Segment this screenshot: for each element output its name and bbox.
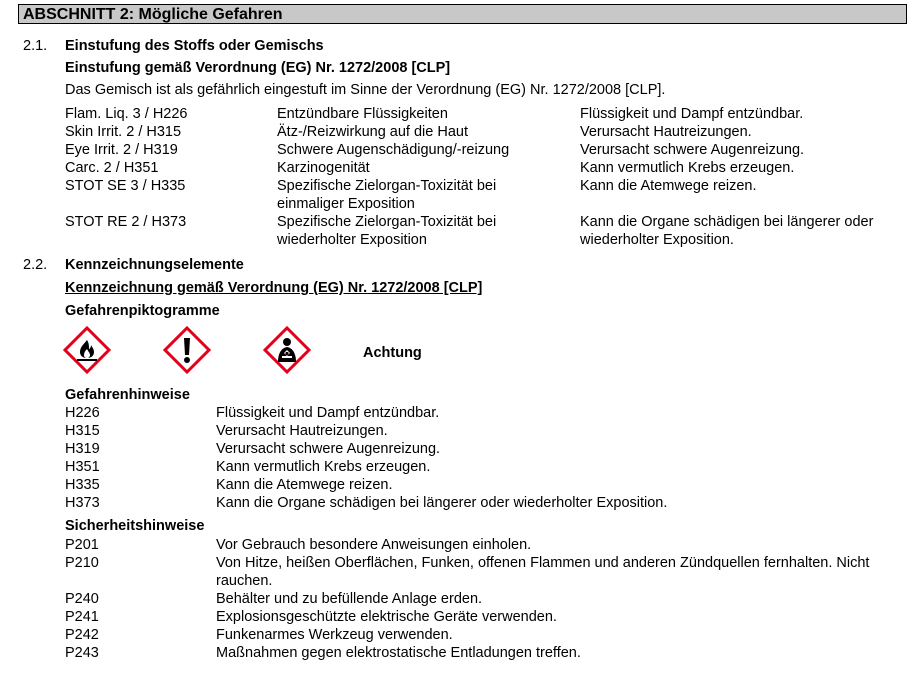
classification-code: Eye Irrit. 2 / H319 bbox=[65, 142, 178, 158]
precautionary-statement-text: Vor Gebrauch besondere Anweisungen einholen. bbox=[216, 537, 532, 553]
classification-hazard: Spezifische Zielorgan-Toxizität bei bbox=[277, 214, 497, 230]
section-title-2-1: Einstufung des Stoffs oder Gemischs bbox=[65, 38, 324, 54]
classification-hazard: wiederholter Exposition bbox=[277, 232, 427, 248]
classification-statement: Verursacht schwere Augenreizung. bbox=[580, 142, 805, 158]
hazard-statement-code: H373 bbox=[65, 495, 100, 511]
precautionary-statement-text: Explosionsgeschützte elektrische Geräte verwenden. bbox=[216, 609, 557, 625]
hazard-statement-text: Kann vermutlich Krebs erzeugen. bbox=[216, 459, 431, 475]
precautionary-statement-text: Von Hitze, heißen Oberflächen, Funken, offenen Flammen und anderen Zündquellen fernhalten. Nicht bbox=[216, 555, 870, 571]
precautionary-statement-code: P242 bbox=[65, 627, 99, 643]
classification-statement: Kann die Atemwege reizen. bbox=[580, 178, 757, 194]
hazard-statement-text: Verursacht schwere Augenreizung. bbox=[216, 441, 441, 457]
hazard-statements-heading: Gefahrenhinweise bbox=[65, 387, 190, 403]
hazard-statement-code: H335 bbox=[65, 477, 100, 493]
precautionary-statement-text: Behälter und zu befüllende Anlage erden. bbox=[216, 591, 483, 607]
classification-statement: Kann vermutlich Krebs erzeugen. bbox=[580, 160, 795, 176]
classification-statement: Kann die Organe schädigen bei längerer oder bbox=[580, 214, 874, 230]
precautionary-statement-text: Funkenarmes Werkzeug verwenden. bbox=[216, 627, 453, 643]
hazard-statement-text: Kann die Organe schädigen bei längerer oder wiederholter Exposition. bbox=[216, 495, 668, 511]
classification-hazard: Schwere Augenschädigung/-reizung bbox=[277, 142, 510, 158]
clp-labelling-subtitle: Kennzeichnung gemäß Verordnung (EG) Nr. 1272/2008 [CLP] bbox=[65, 280, 483, 296]
classification-statement: Verursacht Hautreizungen. bbox=[580, 124, 752, 140]
classification-code: Flam. Liq. 3 / H226 bbox=[65, 106, 188, 122]
classification-statement: Flüssigkeit und Dampf entzündbar. bbox=[580, 106, 804, 122]
signal-word: Achtung bbox=[363, 345, 422, 361]
hazard-statement-code: H319 bbox=[65, 441, 100, 457]
precautionary-statement-code: P240 bbox=[65, 591, 99, 607]
exclamation-pictogram-icon bbox=[163, 326, 211, 374]
pictograms-heading: Gefahrenpiktogramme bbox=[65, 303, 220, 319]
precautionary-statement-text: rauchen. bbox=[216, 573, 273, 589]
classification-hazard: einmaliger Exposition bbox=[277, 196, 415, 212]
hazard-statement-code: H315 bbox=[65, 423, 100, 439]
hazard-statement-text: Kann die Atemwege reizen. bbox=[216, 477, 393, 493]
classification-statement: wiederholter Exposition. bbox=[580, 232, 734, 248]
precautionary-statement-code: P243 bbox=[65, 645, 99, 661]
classification-intro: Das Gemisch ist als gefährlich eingestuft im Sinne der Verordnung (EG) Nr. 1272/2008 [CLP]. bbox=[65, 82, 666, 98]
hazard-statement-code: H226 bbox=[65, 405, 100, 421]
precautionary-statement-text: Maßnahmen gegen elektrostatische Entladungen treffen. bbox=[216, 645, 581, 661]
classification-hazard: Ätz-/Reizwirkung auf die Haut bbox=[277, 124, 468, 140]
classification-hazard: Spezifische Zielorgan-Toxizität bei bbox=[277, 178, 497, 194]
health-hazard-pictogram-icon bbox=[263, 326, 311, 374]
precautionary-statements-heading: Sicherheitshinweise bbox=[65, 518, 205, 534]
precautionary-statement-code: P210 bbox=[65, 555, 99, 571]
section-number-2-2: 2.2. bbox=[23, 257, 48, 273]
classification-hazard: Karzinogenität bbox=[277, 160, 370, 176]
section-title-2-2: Kennzeichnungselemente bbox=[65, 257, 244, 273]
classification-hazard: Entzündbare Flüssigkeiten bbox=[277, 106, 448, 122]
clp-classification-subtitle: Einstufung gemäß Verordnung (EG) Nr. 1272/2008 [CLP] bbox=[65, 60, 451, 76]
classification-code: Skin Irrit. 2 / H315 bbox=[65, 124, 182, 140]
hazard-statement-text: Flüssigkeit und Dampf entzündbar. bbox=[216, 405, 440, 421]
section-header: ABSCHNITT 2: Mögliche Gefahren bbox=[18, 4, 907, 24]
hazard-statement-code: H351 bbox=[65, 459, 100, 475]
precautionary-statement-code: P241 bbox=[65, 609, 99, 625]
hazard-statement-text: Verursacht Hautreizungen. bbox=[216, 423, 388, 439]
section-number-2-1: 2.1. bbox=[23, 38, 48, 54]
classification-code: Carc. 2 / H351 bbox=[65, 160, 159, 176]
classification-code: STOT RE 2 / H373 bbox=[65, 214, 187, 230]
classification-code: STOT SE 3 / H335 bbox=[65, 178, 186, 194]
precautionary-statement-code: P201 bbox=[65, 537, 99, 553]
flame-pictogram-icon bbox=[63, 326, 111, 374]
